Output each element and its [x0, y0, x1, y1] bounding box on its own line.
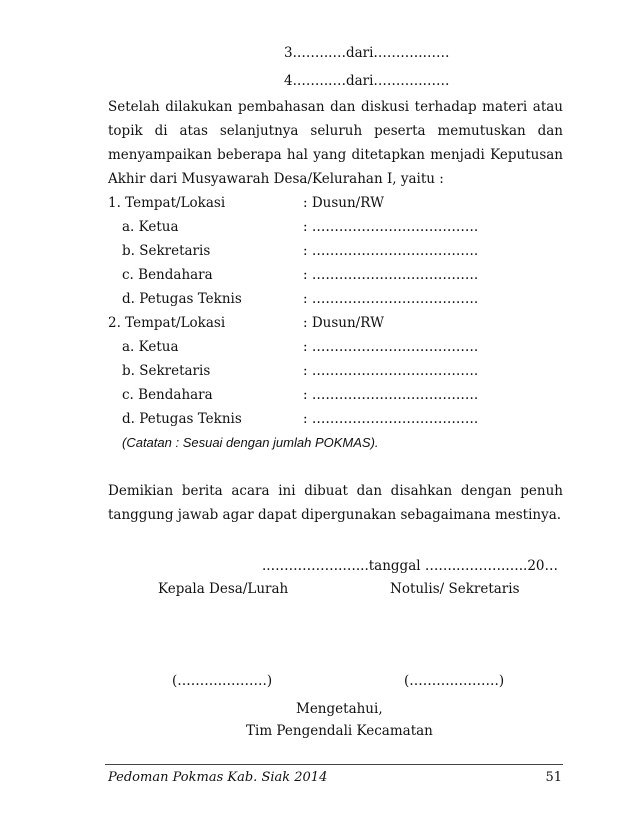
header-line-3: 3.……..…dari…….….…… [284, 45, 450, 61]
page-number: 51 [545, 770, 562, 785]
pokmas-note: (Catatan : Sesuai dengan jumlah POKMAS). [122, 435, 379, 450]
location-1-label: 1. Tempat/Lokasi [108, 195, 226, 211]
role-label: b. Sekretaris [122, 243, 211, 259]
role-value: : ………………………………. [303, 243, 479, 259]
signatory-left-title: Kepala Desa/Lurah [158, 581, 289, 597]
role-label: b. Sekretaris [122, 363, 211, 379]
paragraph2-line: Demikian berita acara ini dibuat dan disahkan dengan penuh [108, 483, 563, 499]
footer-divider [105, 764, 563, 765]
role-label: c. Bendahara [122, 387, 213, 403]
signatory-right-title: Notulis/ Sekretaris [390, 581, 520, 597]
role-value: : ………………………………. [303, 339, 479, 355]
location-2-value: : Dusun/RW [303, 315, 384, 331]
role-label: a. Ketua [122, 339, 179, 355]
location-1-value: : Dusun/RW [303, 195, 384, 211]
role-label: d. Petugas Teknis [122, 291, 242, 307]
signatory-right-blank: (……….……….) [404, 673, 505, 689]
role-value: : ………………………………. [303, 363, 479, 379]
paragraph1-line: menyampaikan beberapa hal yang ditetapkan menjadi Keputusan [108, 147, 563, 163]
paragraph2-line: tanggung jawab agar dapat dipergunakan sebagaimana mestinya. [108, 507, 562, 523]
role-value: : ………………………………. [303, 219, 479, 235]
role-value: : ………………………………. [303, 387, 479, 403]
date-line: ..…………….…...tanggal ……..……….…..20… [262, 558, 558, 574]
header-line-4: 4.……..…dari…….….…… [284, 73, 450, 89]
role-label: d. Petugas Teknis [122, 411, 242, 427]
acknowledge-body: Tim Pengendali Kecamatan [246, 723, 433, 739]
paragraph1-line: topik di atas selanjutnya seluruh peserta memutuskan dan [108, 123, 563, 139]
role-label: a. Ketua [122, 219, 179, 235]
acknowledge-label: Mengetahui, [296, 701, 383, 717]
paragraph1-line: Akhir dari Musyawarah Desa/Kelurahan I, yaitu : [108, 171, 444, 187]
role-value: : ………………………………. [303, 291, 479, 307]
location-2-label: 2. Tempat/Lokasi [108, 315, 226, 331]
paragraph1-line: Setelah dilakukan pembahasan dan diskusi terhadap materi atau [108, 99, 563, 115]
signatory-left-blank: (……….……….) [172, 673, 273, 689]
role-label: c. Bendahara [122, 267, 213, 283]
role-value: : ………………………………. [303, 411, 479, 427]
role-value: : ………………………………. [303, 267, 479, 283]
footer-title: Pedoman Pokmas Kab. Siak 2014 [108, 770, 328, 785]
